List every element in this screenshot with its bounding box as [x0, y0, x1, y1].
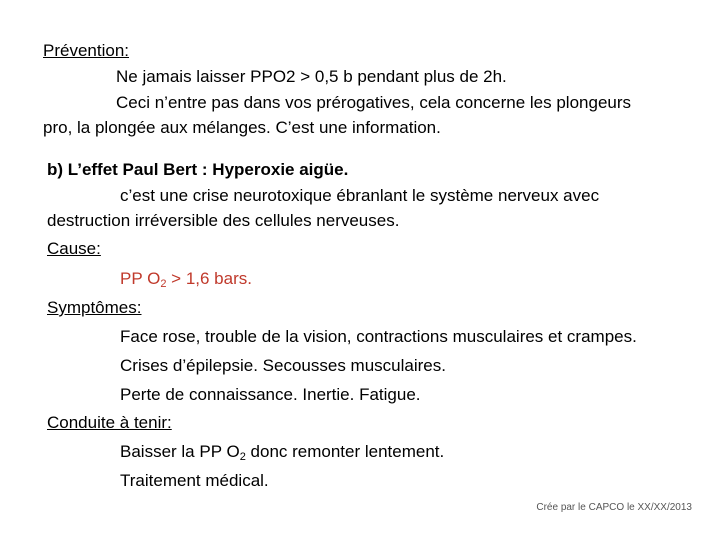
section-b-heading: b) L’effet Paul Bert : Hyperoxie aigüe. [47, 160, 349, 179]
symptoms-line-1: Face rose, trouble de la vision, contractions musculaires et crampes. [120, 327, 637, 346]
section-b-description-2: destruction irréversible des cellules nerveuses. [47, 211, 400, 230]
cause-pp-subscript: 2 [160, 278, 167, 290]
section-b-description-1: c’est une crise neurotoxique ébranlant le système nerveux avec [120, 186, 600, 205]
conduct-heading: Conduite à tenir: [47, 413, 172, 432]
prevention-line-2: Ceci n’entre pas dans vos prérogatives, cela concerne les plongeurs [116, 93, 632, 112]
cause-heading: Cause: [47, 239, 101, 258]
symptoms-line-2: Crises d’épilepsie. Secousses musculaires. [120, 356, 446, 375]
symptoms-line-3: Perte de connaissance. Inertie. Fatigue. [120, 385, 421, 404]
prevention-line-3: pro, la plongée aux mélanges. C’est une information. [43, 118, 441, 137]
cause-pp-o2 [120, 268, 252, 290]
cause-pp-prefix: PP O [120, 269, 161, 288]
cause-pp-suffix: > 1,6 bars. [166, 269, 252, 288]
conduct-line-1-suffix: donc remonter lentement. [245, 442, 445, 461]
conduct-line-1-subscript: 2 [239, 451, 246, 463]
prevention-line-1: Ne jamais laisser PPO2 > 0,5 b pendant plus de 2h. [116, 67, 507, 86]
conduct-line-2: Traitement médical. [120, 471, 269, 490]
conduct-line-1 [120, 441, 444, 463]
footer-credit: Crée par le CAPCO le XX/XX/2013 [536, 502, 692, 513]
conduct-line-1-prefix: Baisser la PP O [120, 442, 240, 461]
prevention-heading: Prévention: [43, 41, 129, 60]
symptoms-heading: Symptômes: [47, 298, 142, 317]
